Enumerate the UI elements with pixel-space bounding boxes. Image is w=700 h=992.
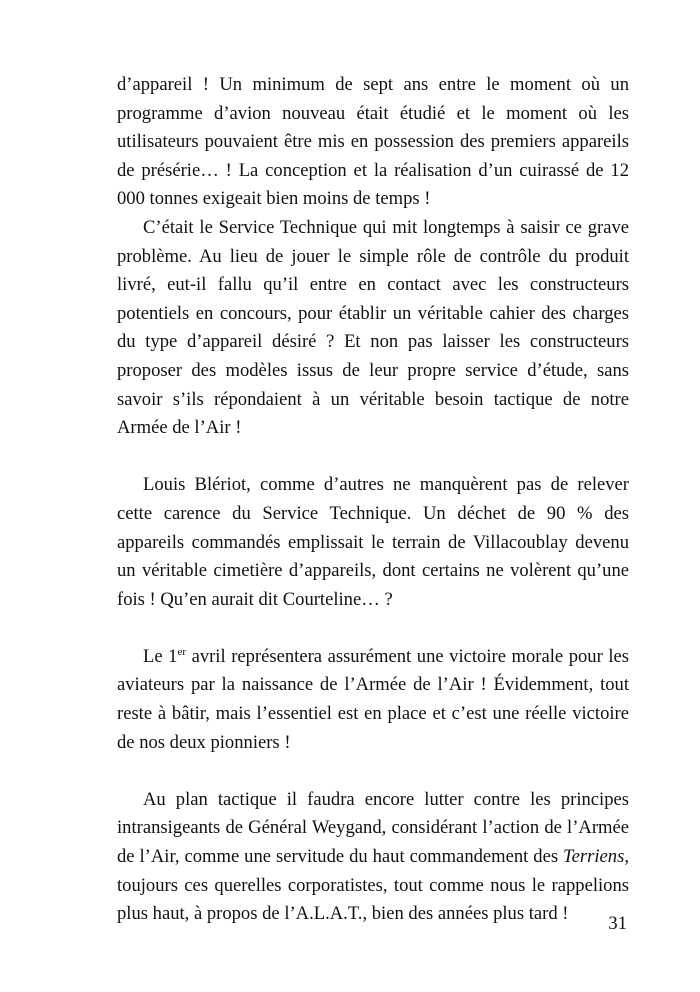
paragraph-4-rest: avril représentera assurément une victoire morale pour les aviateurs par la naissance de l’Armée de l’Air ! Évidemment, tout reste à bâtir, mais l’essentiel est en place et c’est une réelle victoire de nos deux pionniers ! bbox=[117, 645, 629, 753]
paragraph-5 bbox=[117, 786, 629, 929]
page-number: 31 bbox=[608, 913, 627, 934]
paragraph-5-lead: Au plan tactique il faudra encore lutter contre les principes intransigeants de Général Weygand, considérant l’action de l’Armée de l’Air, comme une servitude du haut commandement des bbox=[117, 788, 629, 868]
paragraph-5-rest: , toujours ces querelles corporatistes, tout comme nous le rappelions plus haut, à propos de l’A.L.A.T., bien des années plus tard ! bbox=[117, 846, 629, 925]
page-body bbox=[117, 71, 629, 929]
paragraph-2: C’était le Service Technique qui mit longtemps à saisir ce grave problème. Au lieu de jouer le simple rôle de contrôle du produit livré, eut-il fallu qu’il entre en contact avec les constructeurs potentiels en concours, pour établir un véritable cahier des charges du type d’appareil désiré ? Et non pas laisser les constructeurs proposer des modèles issus de leur propre service d’étude, sans savoir s’ils répondaient à un véritable besoin tactique de notre Armée de l’Air ! bbox=[117, 216, 629, 439]
italic-terriens: Terriens bbox=[563, 846, 625, 868]
paragraph-1: d’appareil ! Un minimum de sept ans entre le moment où un programme d’avion nouveau était étudié et le moment où les utilisateurs pouvaient être mis en possession des premiers appareils de présérie… ! La conception et la réalisation d’un cuirassé de 12 000 tonnes exigeait bien moins de temps ! bbox=[117, 74, 629, 210]
paragraph-4 bbox=[117, 643, 629, 757]
paragraph-3: Louis Blériot, comme d’autres ne manquèrent pas de relever cette carence du Service Technique. Un déchet de 90 % des appareils commandés emplissait le terrain de Villacoublay devenu un véritable cimetière d’appareils, dont certains ne volèrent qu’une fois ! Qu’en aurait dit Courteline… ? bbox=[117, 474, 629, 610]
superscript-er: er bbox=[177, 645, 187, 658]
paragraph-4-lead: Le 1 bbox=[143, 645, 178, 667]
